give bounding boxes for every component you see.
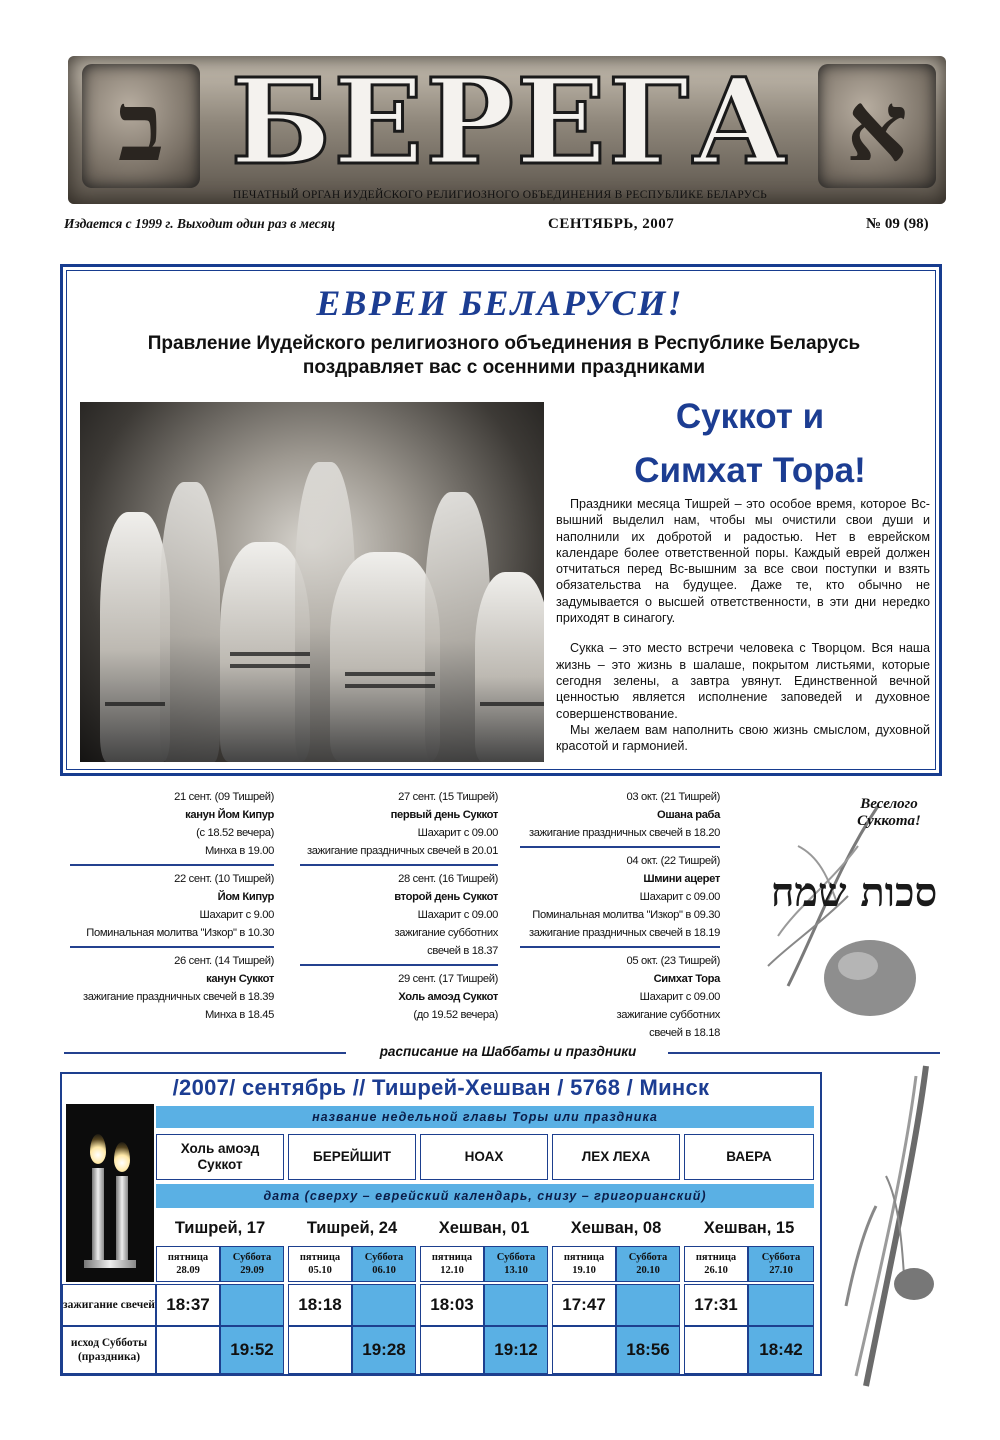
- weekday-label: Суббота: [496, 1252, 536, 1263]
- candle-lighting-time: 18:37: [156, 1284, 220, 1326]
- schedule-detail: Минха в 18.45: [204, 1009, 274, 1021]
- schedule-detail: зажигание субботних: [616, 1009, 720, 1021]
- schedule-detail: зажигание праздничных свечей в 18.20: [529, 827, 720, 839]
- gregorian-date: 13.10: [504, 1265, 528, 1276]
- shabbat-end-time: 19:12: [484, 1326, 548, 1374]
- schedule-event: Холь амоэд Суккот: [398, 991, 498, 1003]
- issue-date: СЕНТЯБРЬ, 2007: [548, 216, 675, 232]
- schedule-column-1: [70, 788, 274, 1032]
- gregorian-date: 05.10: [308, 1265, 332, 1276]
- schedule-entry: [300, 970, 498, 1028]
- hebrew-letter-bet-stone: ב: [82, 64, 200, 188]
- schedule-date: 05 окт. (23 Тишрей): [626, 955, 720, 967]
- weekday-label: пятница: [299, 1252, 341, 1263]
- candle-lighting-time: 17:47: [552, 1284, 616, 1326]
- empty-cell: [352, 1284, 416, 1326]
- synagogue-prayer-photo: [80, 402, 544, 762]
- shabbat-end-time: 19:28: [352, 1326, 416, 1374]
- greeting-subline-2: поздравляет вас с осенними праздниками: [302, 357, 706, 378]
- schedule-entry: [300, 788, 498, 866]
- schedule-detail: свечей в 18.18: [649, 1027, 720, 1039]
- schedule-date: 29 сент. (17 Тишрей): [398, 973, 498, 985]
- empty-cell: [288, 1326, 352, 1374]
- schedule-column-2: [300, 788, 498, 1032]
- schedule-detail: Поминальная молитва "Изкор" в 09.30: [532, 909, 720, 921]
- saturday-date-cell: [352, 1246, 416, 1282]
- schedule-entry: [70, 952, 274, 1028]
- newspaper-subtitle: ПЕЧАТНЫЙ ОРГАН ИУДЕЙСКОГО РЕЛИГИОЗНОГО ОБЪЕДИНЕНИЯ В РЕСПУБЛИКЕ БЕЛАРУСЬ: [232, 189, 768, 201]
- greeting-subline: [66, 332, 942, 380]
- schedule-entry: [70, 788, 274, 866]
- gregorian-date: 29.09: [240, 1265, 264, 1276]
- holiday-title: [560, 390, 940, 498]
- schedule-entry: [300, 870, 498, 966]
- schedule-entry: [520, 788, 720, 848]
- empty-cell: [684, 1326, 748, 1374]
- gregorian-date: 12.10: [440, 1265, 464, 1276]
- schedule-detail: зажигание праздничных свечей в 20.01: [307, 845, 498, 857]
- schedule-event: Симхат Тора: [653, 973, 720, 985]
- schedule-detail: зажигание праздничных свечей в 18.19: [529, 927, 720, 939]
- date-band: дата (сверху – еврейский календарь, снизу – григорианский): [156, 1184, 814, 1208]
- publication-info: Издается с 1999 г. Выходит один раз в месяц: [64, 216, 336, 231]
- article-paragraph: Праздники месяца Тишрей – это особое время, которое Вс-вышний выделил нам, чтобы мы очистили свои души и наполнили их добротой и радостью. Нет в еврейском календаре более ответственной поры. Каждый еврей должен отчитаться перед Вс-вышним за все свои поступки и взять обязательства на будущее. Даже те, кто обычно не задумывается о высшей ответственности, в эти дни нередко приходят в синагогу.: [556, 497, 930, 626]
- issue-number: № 09 (98): [866, 216, 929, 232]
- schedule-entry: [520, 852, 720, 948]
- holiday-title-line-2: Симхат Тора!: [634, 451, 866, 490]
- shabbat-end-time: 18:56: [616, 1326, 680, 1374]
- empty-cell: [552, 1326, 616, 1374]
- schedule-detail: свечей в 18.37: [427, 945, 498, 957]
- schedule-column-3: [520, 788, 720, 1050]
- schedule-date: 03 окт. (21 Тишрей): [626, 791, 720, 803]
- parsha-name: НОАХ: [420, 1134, 548, 1180]
- holiday-title-line-1: Суккот и: [675, 397, 825, 436]
- empty-cell: [156, 1326, 220, 1374]
- schedule-detail: Шахарит с 9.00: [199, 909, 274, 921]
- schedule-detail: зажигание праздничных свечей в 18.39: [83, 991, 274, 1003]
- schedule-event: канун Суккот: [206, 973, 274, 985]
- schedule-caption: расписание на Шаббаты и праздники: [379, 1044, 637, 1059]
- schedule-event: первый день Суккот: [390, 809, 498, 821]
- parsha-name: БЕРЕЙШИТ: [288, 1134, 416, 1180]
- weekday-label: пятница: [167, 1252, 209, 1263]
- parsha-name: ВАЕРА: [684, 1134, 814, 1180]
- schedule-event: канун Йом Кипур: [185, 809, 274, 821]
- schedule-date: 28 сент. (16 Тишрей): [398, 873, 498, 885]
- empty-cell: [748, 1284, 814, 1326]
- gregorian-date: 19.10: [572, 1265, 596, 1276]
- hebrew-date: Хешван, 08: [552, 1212, 680, 1244]
- newspaper-title: БЕРЕГА: [230, 52, 790, 191]
- schedule-date: 27 сент. (15 Тишрей): [398, 791, 498, 803]
- hebrew-date: Тишрей, 17: [156, 1212, 284, 1244]
- schedule-event: Йом Кипур: [217, 891, 274, 903]
- hebrew-date: Хешван, 15: [684, 1212, 814, 1244]
- article-paragraph: Сукка – это место встречи человека с Творцом. Вся наша жизнь – это жизнь в шалаше, покрытом листьями, которые сегодня зелены, а завтра увянут. Единственной вечной ценностью является исполнение заповедей и духовное совершенствование.: [556, 641, 930, 721]
- gregorian-date: 27.10: [769, 1265, 793, 1276]
- schedule-detail: Минха в 19.00: [204, 845, 274, 857]
- hebrew-date: Хешван, 01: [420, 1212, 548, 1244]
- schedule-entry: [70, 870, 274, 948]
- parsha-name: ЛЕХ ЛЕХА: [552, 1134, 680, 1180]
- saturday-date-cell: [616, 1246, 680, 1282]
- lulav-illustration: [826, 1056, 946, 1396]
- schedule-entry: [520, 952, 720, 1046]
- divider-line: [64, 1052, 346, 1054]
- hebrew-date: Тишрей, 24: [288, 1212, 416, 1244]
- friday-date-cell: [684, 1246, 748, 1282]
- weekday-label: Суббота: [761, 1252, 801, 1263]
- saturday-date-cell: [748, 1246, 814, 1282]
- saturday-date-cell: [220, 1246, 284, 1282]
- friday-date-cell: [552, 1246, 616, 1282]
- gregorian-date: 06.10: [372, 1265, 396, 1276]
- schedule-detail: (с 18.52 вечера): [196, 827, 274, 839]
- row-label-candle-lighting: зажигание свечей: [62, 1284, 156, 1326]
- greeting-subline-1: Правление Иудейского религиозного объединения в Республике Беларусь: [147, 333, 861, 354]
- greeting-headline: ЕВРЕИ БЕЛАРУСИ!: [316, 283, 684, 323]
- weekday-label: Суббота: [232, 1252, 272, 1263]
- friday-date-cell: [420, 1246, 484, 1282]
- candle-lighting-time: 17:31: [684, 1284, 748, 1326]
- empty-cell: [616, 1284, 680, 1326]
- weekday-label: Суббота: [364, 1252, 404, 1263]
- gregorian-date: 26.10: [704, 1265, 728, 1276]
- schedule-detail: Шахарит с 09.00: [639, 891, 720, 903]
- parsha-name: Холь амоэд Суккот: [156, 1134, 284, 1180]
- schedule-detail: Поминальная молитва "Изкор" в 10.30: [86, 927, 274, 939]
- weekday-label: Суббота: [628, 1252, 668, 1263]
- saturday-date-cell: [484, 1246, 548, 1282]
- happy-sukkot-greeting: Веселого Суккота!: [857, 796, 921, 829]
- weekday-label: пятница: [695, 1252, 737, 1263]
- candle-lighting-time: 18:03: [420, 1284, 484, 1326]
- shabbat-end-time: 18:42: [748, 1326, 814, 1374]
- shabbat-end-time: 19:52: [220, 1326, 284, 1374]
- friday-date-cell: [288, 1246, 352, 1282]
- schedule-detail: (до 19.52 вечера): [413, 1009, 498, 1021]
- greeting-article: [556, 496, 930, 768]
- schedule-date: 22 сент. (10 Тишрей): [174, 873, 274, 885]
- friday-date-cell: [156, 1246, 220, 1282]
- parsha-band: название недельной главы Торы или праздника: [156, 1106, 814, 1128]
- schedule-detail: Шахарит с 09.00: [417, 827, 498, 839]
- empty-cell: [220, 1284, 284, 1326]
- schedule-date: 21 сент. (09 Тишрей): [174, 791, 274, 803]
- candle-lighting-time: 18:18: [288, 1284, 352, 1326]
- empty-cell: [484, 1284, 548, 1326]
- weekday-label: пятница: [563, 1252, 605, 1263]
- gregorian-date: 28.09: [176, 1265, 200, 1276]
- table-title: /2007/ сентябрь // Тишрей-Хешван / 5768 / Минск: [62, 1074, 820, 1102]
- row-label-shabbat-end: исход Субботы (праздника): [62, 1326, 156, 1374]
- schedule-date: 04 окт. (22 Тишрей): [626, 855, 720, 867]
- weekday-label: пятница: [431, 1252, 473, 1263]
- schedule-detail: Шахарит с 09.00: [417, 909, 498, 921]
- empty-cell: [420, 1326, 484, 1374]
- candles-photo: [66, 1104, 154, 1282]
- article-paragraph: Мы желаем вам наполнить свою жизнь смыслом, духовной красотой и гармонией.: [556, 722, 930, 754]
- divider-line: [668, 1052, 940, 1054]
- schedule-event: второй день Суккот: [394, 891, 498, 903]
- schedule-event: Шмини ацерет: [643, 873, 720, 885]
- schedule-detail: Шахарит с 09.00: [639, 991, 720, 1003]
- schedule-event: Ошана раба: [656, 809, 720, 821]
- schedule-detail: зажигание субботних: [394, 927, 498, 939]
- gregorian-date: 20.10: [636, 1265, 660, 1276]
- hebrew-letter-alef-stone: א: [818, 64, 936, 188]
- schedule-date: 26 сент. (14 Тишрей): [174, 955, 274, 967]
- hebrew-greeting: סכות שמח: [770, 869, 938, 916]
